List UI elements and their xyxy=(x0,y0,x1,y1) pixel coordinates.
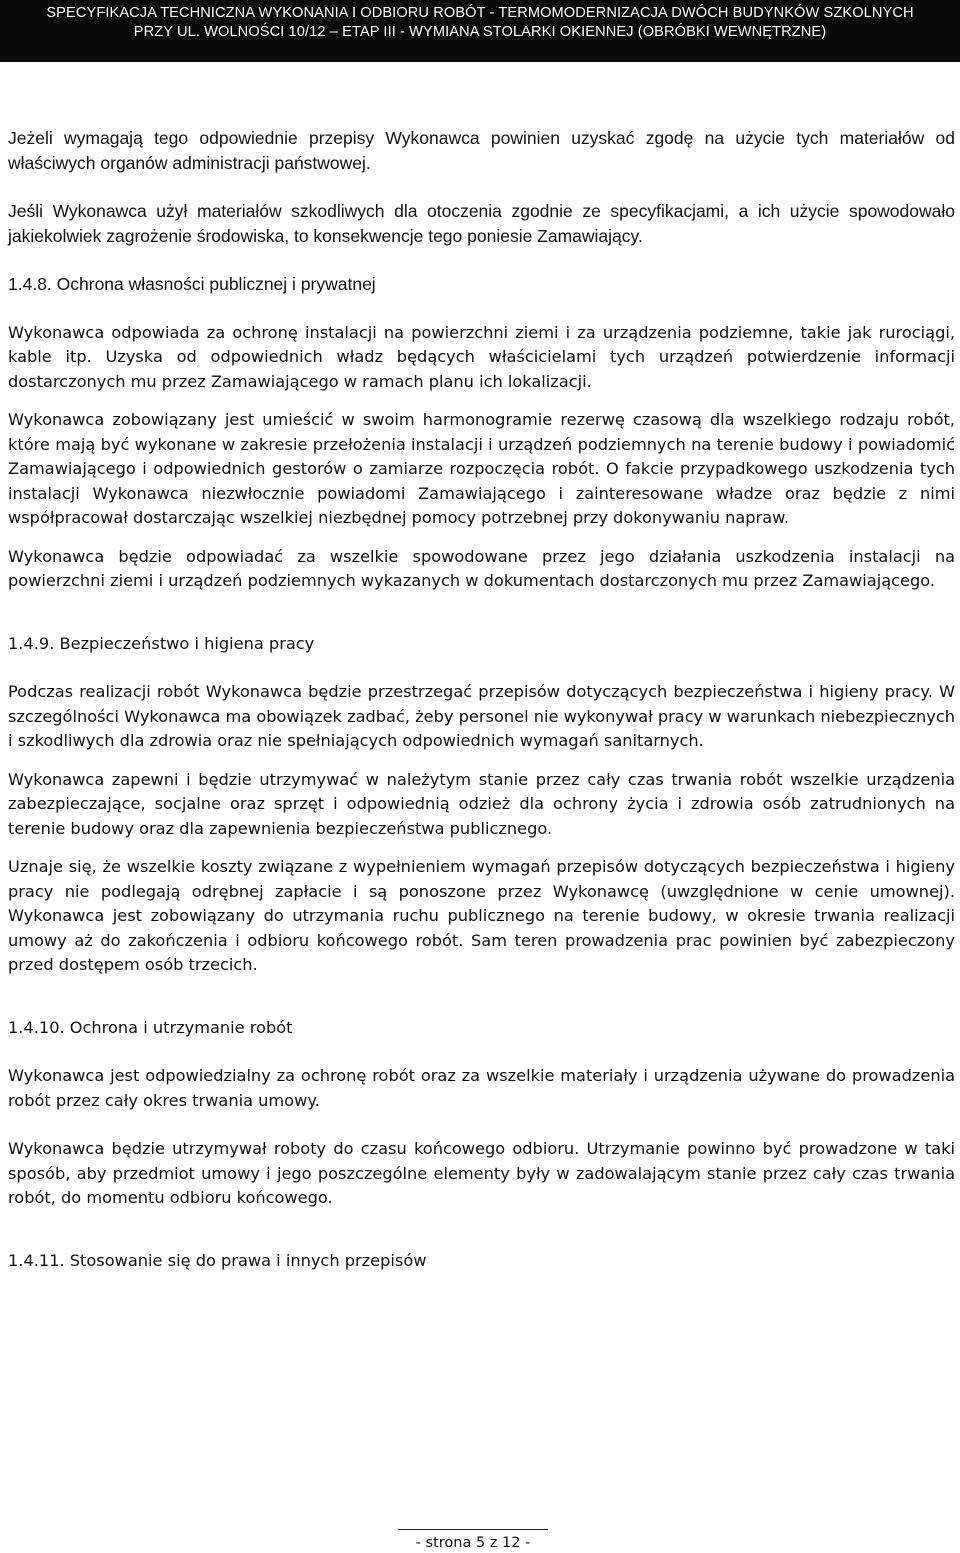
paragraph-works-protection: Wykonawca jest odpowiedzialny za ochronę robót oraz za wszelkie materiały i urządzenia używane do prowadzenia robót przez cały okres trwania umowy. xyxy=(8,1066,955,1110)
section-heading-1-4-9: 1.4.9. Bezpieczeństwo i higiena pracy xyxy=(8,633,315,653)
section-heading-1-4-10: 1.4.10. Ochrona i utrzymanie robót xyxy=(8,1017,293,1037)
header-line-1: SPECYFIKACJA TECHNICZNA WYKONANIA I ODBIORU ROBÓT - TERMOMODERNIZACJA DWÓCH BUDYNKÓW SZKOLNYCH xyxy=(46,5,914,21)
paragraph-safety-rules: Podczas realizacji robót Wykonawca będzie przestrzegać przepisów dotyczących bezpieczeństwa i higieny pracy. W szczególności Wykonawca ma obowiązek zadbać, żeby personel nie wykonywał pracy w warunkach niebezpiecznych i szkodliwych dla zdrowia oraz nie spełniających odpowiednich wymagań sanitarnych. xyxy=(8,682,955,750)
paragraph-harmful-materials: Jeśli Wykonawca użył materiałów szkodliwych dla otoczenia zgodnie ze specyfikacjami, a ich użycie spowodowało jakiekolwiek zagrożenie środowiska, to konsekwencje tego poniesie Zamawiający. xyxy=(8,201,955,246)
paragraph-works-maintenance: Wykonawca będzie utrzymywał roboty do czasu końcowego odbioru. Utrzymanie powinno być prowadzone w taki sposób, aby przedmiot umowy i jego poszczególne elementy były w zadowalającym stanie przez cały czas trwania robót, do momentu odbioru końcowego. xyxy=(8,1139,955,1207)
document-body xyxy=(8,126,955,1273)
document-header xyxy=(0,0,960,62)
paragraph-protection-installations: Wykonawca odpowiada za ochronę instalacji na powierzchni ziemi i za urządzenia podziemne, takie jak rurociągi, kable itp. Uzyska od odpowiednich władz będących właścicielami tych urządzeń potwierdzenie informacji dostarczonych mu przez Zamawiającego w ramach planu ich lokalizacji. xyxy=(8,322,955,391)
section-heading-1-4-8: 1.4.8. Ochrona własności publicznej i prywatnej xyxy=(8,274,376,294)
paragraph-safety-costs: Uznaje się, że wszelkie koszty związane z wypełnieniem wymagań przepisów dotyczących bezpieczeństwa i higieny pracy nie podlegają odrębnej zapłacie i są ponoszone przez Wykonawcę (uwzględnione w cenie umownej). Wykonawca jest zobowiązany do utrzymania ruchu publicznego na terenie budowy, w okresie trwania realizacji umowy aż do zakończenia i odbioru końcowego robót. Sam teren prowadzenia prac powinien być zabezpieczony przed dostępem osób trzecich. xyxy=(8,857,955,974)
paragraph-schedule-reserve: Wykonawca zobowiązany jest umieścić w swoim harmonogramie rezerwę czasową dla wszelkiego rodzaju robót, które mają być wykonane w zakresie przełożenia instalacji i urządzeń podziemnych na terenie budowy i powiadomić Zamawiającego i odpowiednich gestorów o zamiarze rozpoczęcia robót. O fakcie przypadkowego uszkodzenia tych instalacji Wykonawca niezwłocznie powiadomi Zamawiającego i zainteresowane władze oraz będzie z nimi współpracował dostarczając wszelkiej niezbędnej pomocy potrzebnej przy dokonywaniu napraw. xyxy=(8,410,955,527)
section-heading-1-4-11: 1.4.11. Stosowanie się do prawa i innych przepisów xyxy=(8,1250,427,1270)
footer-divider xyxy=(398,1529,548,1530)
paragraph-safety-equipment: Wykonawca zapewni i będzie utrzymywać w należytym stanie przez cały czas trwania robót wszelkie urządzenia zabezpieczające, socjalne oraz sprzęt i odpowiednią odzież dla ochrony życia i zdrowia osób zatrudnionych na terenie budowy oraz dla zapewnienia bezpieczeństwa publicznego. xyxy=(8,769,955,838)
paragraph-permits: Jeżeli wymagają tego odpowiednie przepisy Wykonawca powinien uzyskać zgodę na użycie tych materiałów od właściwych organów administracji państwowej. xyxy=(8,128,955,173)
header-line-2: PRZY UL. WOLNOŚCI 10/12 – ETAP III - WYMIANA STOLARKI OKIENNEJ (OBRÓBKI WEWNĘTRZNE) xyxy=(133,24,827,40)
paragraph-damage-liability: Wykonawca będzie odpowiadać za wszelkie spowodowane przez jego działania uszkodzenia instalacji na powierzchni ziemi i urządzeń podziemnych wykazanych w dokumentach dostarczonych mu przez Zamawiającego. xyxy=(8,546,955,590)
page-number: - strona 5 z 12 - xyxy=(415,1535,531,1551)
